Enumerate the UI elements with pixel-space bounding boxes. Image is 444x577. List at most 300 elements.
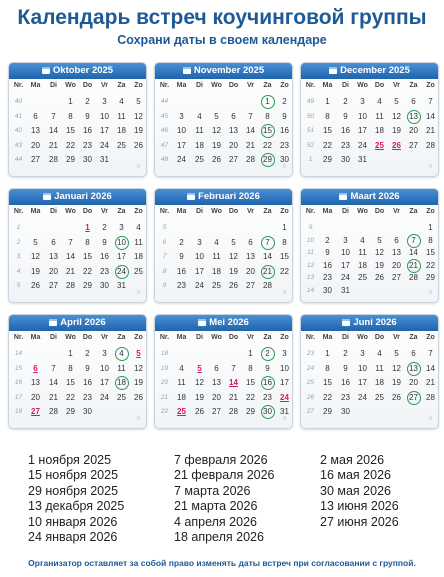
day-cell: 26 <box>195 407 204 416</box>
week-number: 44 <box>14 156 23 163</box>
weekday-label: Zo <box>426 208 435 215</box>
calendar-icon <box>49 319 57 326</box>
week-number: 8 <box>162 267 167 275</box>
day-cell: 15 <box>323 378 332 387</box>
day-cell: 1 <box>325 97 330 106</box>
day-cell: 19 <box>392 126 401 135</box>
day-cell: 31 <box>100 155 109 164</box>
week-number: 19 <box>160 364 169 372</box>
day-cell: 17 <box>358 126 367 135</box>
day-cell: 3 <box>197 237 202 247</box>
day-cell: 10 <box>100 363 109 373</box>
day-cell: 6 <box>214 363 219 373</box>
day-cell: 13 <box>246 252 255 261</box>
weekday-label: Nr. <box>305 334 316 341</box>
month-name: Oktober 2025 <box>52 65 114 76</box>
day-cell: 27 <box>31 155 40 164</box>
day-cell: 10 <box>358 363 367 373</box>
week-number: 18 <box>14 408 23 415</box>
week-number: 10 <box>306 236 315 244</box>
day-cell: 7 <box>248 111 253 121</box>
weekday-label: Zo <box>426 82 435 89</box>
day-cell: 4 <box>360 235 365 245</box>
weekday-label: Za <box>409 208 418 215</box>
day-cell: 6 <box>33 363 38 373</box>
week-number: 11 <box>307 249 314 257</box>
day-cell: 2 <box>102 223 107 232</box>
weekday-label: Do <box>374 334 385 341</box>
day-cell: 11 <box>134 237 143 247</box>
week-number: 47 <box>160 141 169 149</box>
day-cell: 9 <box>343 111 348 121</box>
day-cell: 6 <box>231 111 236 121</box>
day-cell: 5 <box>136 349 141 358</box>
day-cell: 1 <box>282 223 287 232</box>
calendar-icon <box>342 319 350 326</box>
meeting-circle-marker <box>407 110 421 124</box>
day-cell: 15 <box>246 378 255 387</box>
day-cell: 10 <box>177 126 186 135</box>
week-number: 7 <box>162 253 167 260</box>
meeting-circle-marker <box>261 95 275 109</box>
day-cell: 2 <box>325 235 330 245</box>
day-cell: 30 <box>100 281 109 290</box>
weekday-label: Nr. <box>159 334 170 341</box>
day-cell: 4 <box>119 349 124 358</box>
day-cell: 27 <box>392 273 401 283</box>
month-header <box>155 315 292 331</box>
month-header <box>301 63 438 79</box>
weekday-label: Di <box>342 82 349 89</box>
month-header <box>9 315 146 331</box>
meeting-circle-marker <box>261 124 275 138</box>
week-number: 44 <box>160 98 169 105</box>
day-cell: 12 <box>375 248 384 258</box>
day-cell: 14 <box>409 248 418 258</box>
day-cell: 27 <box>212 407 221 416</box>
meeting-circle-marker <box>261 265 275 279</box>
weekday-label: Ma <box>30 82 41 89</box>
day-cell: 7 <box>231 363 236 373</box>
day-cell: 21 <box>66 266 75 276</box>
day-cell: 17 <box>100 378 109 387</box>
day-cell: 21 <box>49 140 58 150</box>
watermark: lll <box>428 290 432 296</box>
day-cell: 8 <box>282 237 287 247</box>
meeting-circle-marker <box>407 362 421 376</box>
day-cell: 22 <box>280 266 289 276</box>
weekday-label: Vr <box>246 334 254 341</box>
day-cell: 25 <box>358 273 367 283</box>
month-calendar <box>300 62 439 177</box>
day-cell: 4 <box>197 111 202 121</box>
week-number: 16 <box>14 379 23 386</box>
day-cell: 7 <box>68 237 73 247</box>
day-cell: 24 <box>100 392 109 402</box>
month-name: Januari 2026 <box>54 191 112 202</box>
weekday-label: Do <box>374 82 385 89</box>
meeting-date: 2 мая 2026 <box>320 453 385 467</box>
day-cell: 30 <box>280 155 289 164</box>
day-cell: 25 <box>195 155 204 164</box>
calendar-icon <box>183 67 191 74</box>
day-cell: 25 <box>375 392 384 402</box>
week-number: 43 <box>14 141 23 149</box>
month-calendar <box>300 314 439 429</box>
meeting-date: 10 января 2026 <box>28 514 118 529</box>
meeting-date: 7 марта 2026 <box>174 483 251 498</box>
week-number: 14 <box>14 350 23 357</box>
day-cell: 1 <box>265 97 270 106</box>
day-cell: 20 <box>246 266 255 276</box>
day-cell: 18 <box>375 126 384 135</box>
day-cell: 8 <box>85 237 90 247</box>
day-cell: 16 <box>100 252 109 261</box>
weekday-label: Za <box>117 334 126 341</box>
day-cell: 26 <box>31 281 40 290</box>
day-cell: 4 <box>179 363 184 373</box>
day-cell: 19 <box>375 260 384 270</box>
meeting-date: 13 декабря 2025 <box>28 499 125 514</box>
day-cell: 12 <box>134 363 143 373</box>
day-cell: 10 <box>195 252 204 261</box>
weekday-label: Wo <box>211 208 222 215</box>
day-cell: 2 <box>85 349 90 358</box>
day-cell: 29 <box>66 155 75 164</box>
day-cell: 14 <box>49 126 58 135</box>
day-cell: 21 <box>49 392 58 402</box>
day-cell: 1 <box>248 349 253 358</box>
page-title: Календарь встреч коучинговой группы <box>17 6 427 29</box>
month-header <box>301 315 438 331</box>
meeting-date: 7 февраля 2026 <box>174 453 268 467</box>
day-cell: 5 <box>394 349 399 358</box>
month-header <box>9 189 146 205</box>
day-cell: 6 <box>411 349 416 358</box>
day-cell: 8 <box>265 111 270 121</box>
week-number: 2 <box>16 238 21 246</box>
calendar-icon <box>42 67 50 74</box>
day-cell: 1 <box>325 349 330 358</box>
day-cell: 17 <box>358 378 367 387</box>
day-cell: 18 <box>177 392 186 402</box>
day-cell: 27 <box>409 140 418 150</box>
day-cell: 30 <box>341 407 350 416</box>
meeting-circle-marker <box>407 391 421 405</box>
day-cell: 22 <box>323 140 332 150</box>
week-number: 41 <box>14 112 23 120</box>
day-cell: 9 <box>102 237 107 247</box>
month-calendar <box>154 314 293 429</box>
watermark: lll <box>428 416 432 422</box>
day-cell: 8 <box>248 363 253 373</box>
weekday-label: Di <box>342 334 349 341</box>
meeting-date: 4 апреля 2026 <box>174 514 257 529</box>
weekday-label: Vr <box>100 208 108 215</box>
weekday-label: Do <box>228 82 239 89</box>
day-cell: 15 <box>280 252 289 261</box>
day-cell: 19 <box>212 140 221 150</box>
weekday-label: Za <box>263 334 272 341</box>
day-cell: 28 <box>49 407 58 416</box>
day-cell: 9 <box>343 363 348 373</box>
day-cell: 13 <box>392 248 401 258</box>
week-number: 12 <box>306 261 315 269</box>
weekday-label: Wo <box>65 334 76 341</box>
weekday-label: Vr <box>392 208 400 215</box>
week-number: 15 <box>14 364 23 372</box>
month-name: Maart 2026 <box>350 191 400 202</box>
day-cell: 30 <box>83 407 92 416</box>
week-number: 42 <box>14 127 23 134</box>
day-cell: 8 <box>68 111 73 121</box>
day-cell: 26 <box>392 392 401 402</box>
day-cell: 29 <box>323 407 332 416</box>
day-cell: 26 <box>229 281 238 290</box>
day-cell: 28 <box>263 281 272 290</box>
day-cell: 23 <box>341 140 350 150</box>
day-cell: 20 <box>409 378 418 387</box>
day-cell: 9 <box>179 252 184 261</box>
day-cell: 25 <box>375 140 384 150</box>
day-cell: 19 <box>31 266 40 276</box>
weekday-label: Wo <box>211 334 222 341</box>
day-cell: 14 <box>246 126 255 135</box>
day-cell: 4 <box>377 97 382 106</box>
day-cell: 22 <box>66 392 75 402</box>
day-cell: 31 <box>341 286 350 295</box>
day-cell: 12 <box>134 111 143 121</box>
week-number: 6 <box>162 238 167 246</box>
day-cell: 18 <box>212 266 221 276</box>
day-cell: 9 <box>85 363 90 373</box>
day-cell: 11 <box>375 363 384 373</box>
weekday-label: Di <box>50 82 57 89</box>
weekday-label: Wo <box>357 334 368 341</box>
week-number: 48 <box>160 156 169 163</box>
date-column <box>320 453 399 530</box>
weekday-label: Wo <box>211 82 222 89</box>
day-cell: 23 <box>83 392 92 402</box>
meeting-circle-marker <box>407 259 421 273</box>
weekday-label: Vr <box>100 334 108 341</box>
day-cell: 29 <box>246 407 255 416</box>
day-cell: 22 <box>263 140 272 150</box>
meeting-circle-marker <box>115 376 129 390</box>
day-cell: 26 <box>212 155 221 164</box>
day-cell: 4 <box>119 97 124 106</box>
day-cell: 26 <box>375 273 384 283</box>
weekday-label: Vr <box>100 82 108 89</box>
month-calendar <box>8 188 147 303</box>
day-cell: 27 <box>246 281 255 290</box>
day-cell: 11 <box>375 111 384 121</box>
day-cell: 30 <box>323 286 332 295</box>
day-cell: 19 <box>134 378 143 387</box>
weekday-label: Di <box>50 208 57 215</box>
weekday-label: Nr. <box>305 208 316 215</box>
day-cell: 20 <box>392 260 401 270</box>
watermark: lll <box>282 290 286 296</box>
month-calendar <box>8 62 147 177</box>
day-cell: 13 <box>49 252 58 261</box>
day-cell: 23 <box>100 266 109 276</box>
day-cell: 6 <box>51 237 56 247</box>
meeting-date: 16 мая 2026 <box>320 468 391 483</box>
day-cell: 26 <box>134 392 143 402</box>
month-header <box>155 189 292 205</box>
week-number: 18 <box>160 350 169 357</box>
weekday-label: Do <box>82 82 93 89</box>
day-cell: 3 <box>282 349 287 358</box>
week-number: 26 <box>306 393 315 401</box>
day-cell: 8 <box>68 363 73 373</box>
day-cell: 20 <box>229 140 238 150</box>
day-cell: 10 <box>280 363 289 373</box>
weekday-label: Zo <box>134 334 143 341</box>
meeting-circle-marker <box>261 405 275 419</box>
day-cell: 30 <box>263 407 272 416</box>
day-cell: 24 <box>341 273 350 283</box>
day-cell: 13 <box>229 126 238 135</box>
day-cell: 14 <box>426 363 435 373</box>
weekday-label: Di <box>196 208 203 215</box>
day-cell: 8 <box>325 363 330 373</box>
day-cell: 12 <box>195 378 204 387</box>
day-cell: 23 <box>177 281 186 290</box>
day-cell: 3 <box>102 97 107 106</box>
day-cell: 17 <box>177 140 186 150</box>
calendar-icon <box>198 319 206 326</box>
day-cell: 29 <box>323 155 332 164</box>
weekday-label: Ma <box>30 334 41 341</box>
day-cell: 25 <box>117 392 126 402</box>
day-cell: 5 <box>394 97 399 106</box>
day-cell: 10 <box>117 237 126 247</box>
weekday-label: Di <box>196 82 203 89</box>
week-number: 40 <box>14 98 23 105</box>
day-cell: 20 <box>409 126 418 135</box>
day-cell: 7 <box>428 97 433 106</box>
day-cell: 23 <box>323 273 332 283</box>
day-cell: 21 <box>246 140 255 150</box>
month-header <box>301 189 438 205</box>
week-number: 9 <box>308 224 313 231</box>
watermark: lll <box>428 164 432 170</box>
footer-note: Организатор оставляет за собой право изменять даты встреч при согласовании с группой. <box>28 558 416 568</box>
date-column <box>174 453 275 545</box>
day-cell: 11 <box>177 378 186 387</box>
month-name: Mei 2026 <box>209 317 249 328</box>
week-number: 17 <box>14 393 23 401</box>
weekday-label: Do <box>82 208 93 215</box>
week-number: 45 <box>160 112 169 120</box>
weekday-label: Zo <box>280 208 289 215</box>
day-cell: 2 <box>282 97 287 106</box>
weekday-label: Za <box>117 82 126 89</box>
day-cell: 6 <box>248 237 253 247</box>
day-cell: 22 <box>246 392 255 402</box>
weekday-label: Nr. <box>13 334 24 341</box>
weekday-label: Do <box>374 208 385 215</box>
day-cell: 28 <box>409 273 418 283</box>
day-cell: 24 <box>358 392 367 402</box>
day-cell: 14 <box>263 252 272 261</box>
weekday-label: Zo <box>280 82 289 89</box>
week-number: 22 <box>160 408 169 415</box>
weekday-label: Vr <box>392 334 400 341</box>
meeting-date: 18 апреля 2026 <box>174 530 264 545</box>
weekday-label: Za <box>263 208 272 215</box>
day-cell: 8 <box>325 111 330 121</box>
day-cell: 21 <box>263 266 272 276</box>
day-cell: 31 <box>280 407 289 416</box>
meeting-circle-marker <box>115 347 129 361</box>
day-cell: 14 <box>66 252 75 261</box>
day-cell: 31 <box>358 155 367 164</box>
week-number: 24 <box>306 364 315 372</box>
day-cell: 22 <box>83 266 92 276</box>
page-subtitle: Сохрани даты в своем календаре <box>117 33 327 47</box>
day-cell: 28 <box>49 155 58 164</box>
week-number: 52 <box>306 141 315 149</box>
day-cell: 7 <box>51 363 56 373</box>
day-cell: 3 <box>343 235 348 245</box>
weekday-label: Ma <box>176 82 187 89</box>
day-cell: 24 <box>280 392 289 402</box>
week-number: 49 <box>306 98 315 105</box>
weekday-label: Za <box>409 334 418 341</box>
day-cell: 28 <box>229 407 238 416</box>
day-cell: 21 <box>409 260 418 270</box>
day-cell: 17 <box>280 378 289 387</box>
day-cell: 1 <box>68 97 73 106</box>
calendar-icon <box>339 193 347 200</box>
day-cell: 5 <box>214 111 219 121</box>
day-cell: 22 <box>323 392 332 402</box>
calendar-icon <box>187 193 195 200</box>
month-name: Juni 2026 <box>353 317 397 328</box>
watermark: lll <box>136 416 140 422</box>
day-cell: 26 <box>134 140 143 150</box>
day-cell: 20 <box>212 392 221 402</box>
day-cell: 21 <box>229 392 238 402</box>
weekday-label: Za <box>409 82 418 89</box>
day-cell: 13 <box>31 378 40 387</box>
day-cell: 16 <box>83 378 92 387</box>
day-cell: 12 <box>392 363 401 373</box>
day-cell: 18 <box>117 126 126 135</box>
day-cell: 7 <box>265 237 270 247</box>
day-cell: 28 <box>66 281 75 290</box>
weekday-label: Nr. <box>305 82 316 89</box>
day-cell: 11 <box>358 248 367 258</box>
day-cell: 15 <box>263 126 272 135</box>
day-cell: 2 <box>343 349 348 358</box>
day-cell: 30 <box>83 155 92 164</box>
day-cell: 28 <box>426 392 435 402</box>
day-cell: 1 <box>428 223 433 232</box>
date-column <box>28 453 124 545</box>
calendar-icon <box>329 67 337 74</box>
day-cell: 15 <box>426 248 435 258</box>
day-cell: 16 <box>341 126 350 135</box>
day-cell: 11 <box>117 363 126 373</box>
day-cell: 9 <box>325 248 330 258</box>
weekday-label: Zo <box>426 334 435 341</box>
meeting-circle-marker <box>261 376 275 390</box>
weekday-label: Nr. <box>13 82 24 89</box>
